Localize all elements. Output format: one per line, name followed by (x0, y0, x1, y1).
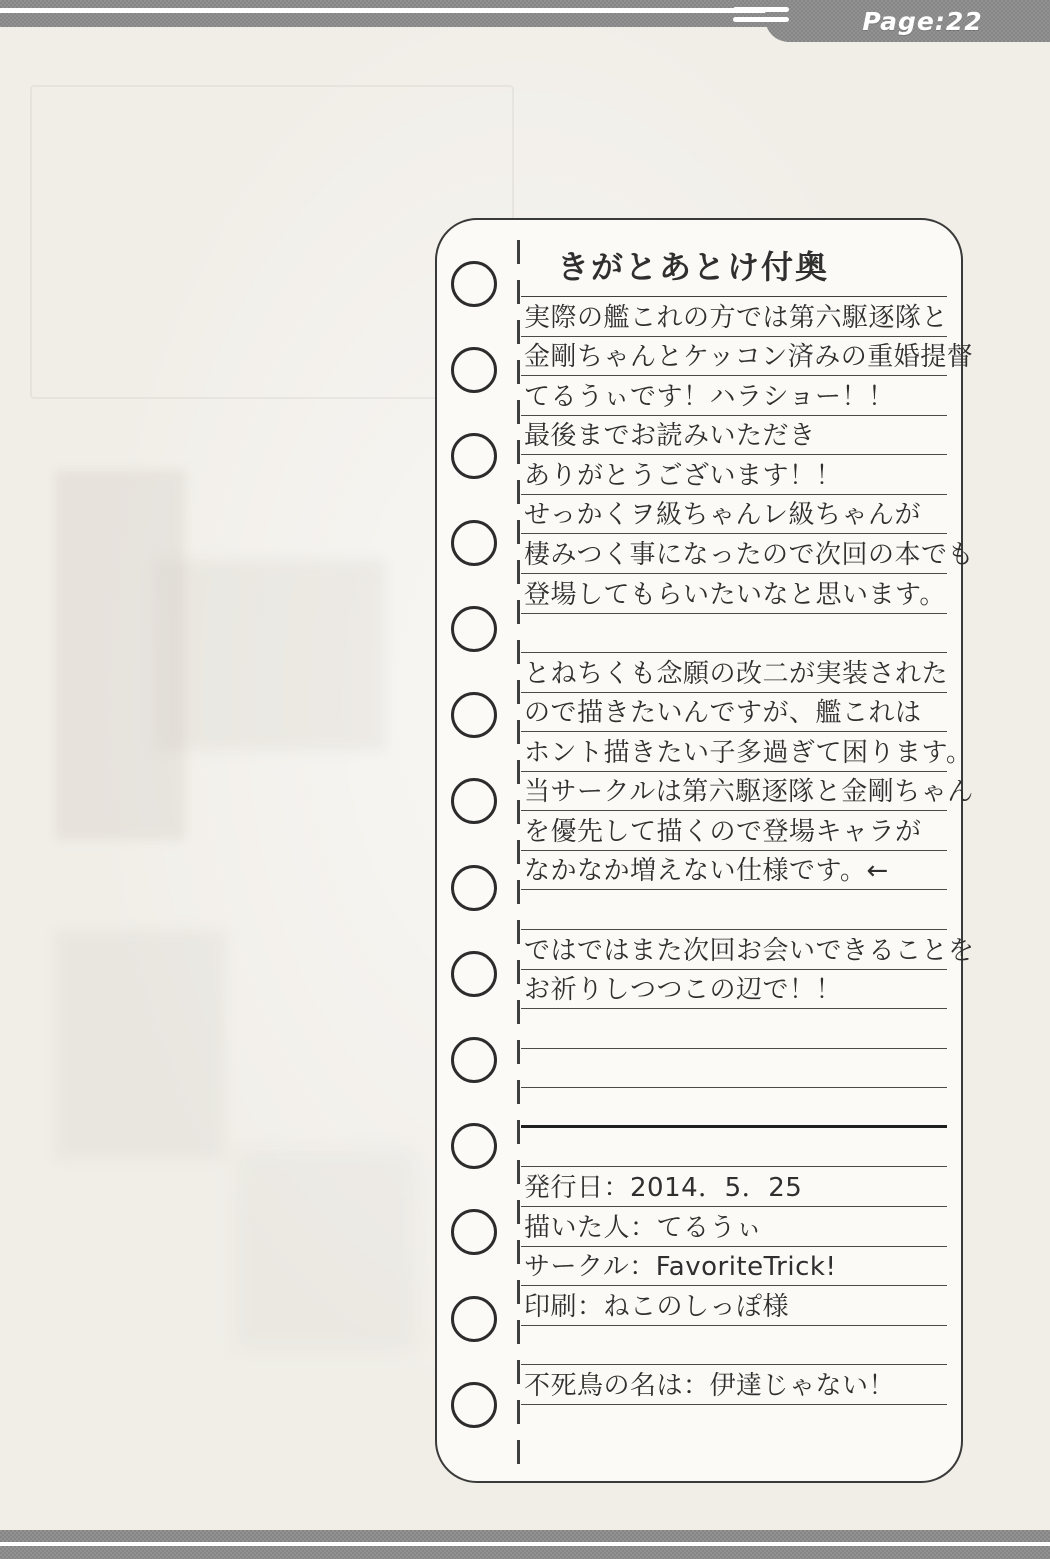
page-showthrough (55, 930, 225, 1160)
binder-hole (451, 692, 497, 738)
notebook-line (521, 1088, 947, 1128)
notebook-line: ではではまた次回お会いできることを (521, 930, 947, 970)
binder-hole (451, 1382, 497, 1428)
binder-hole (451, 1123, 497, 1169)
bottom-border-stripe (0, 1546, 1050, 1559)
binder-hole (451, 1209, 497, 1255)
notebook-line: とねちくも念願の改二が実装された (521, 653, 947, 693)
binder-hole (451, 778, 497, 824)
notebook-line: 描いた人：てるうぃ (521, 1207, 947, 1247)
binder-hole (451, 951, 497, 997)
afterword-notebook-panel (435, 218, 975, 1483)
binder-hole (451, 865, 497, 911)
notebook-line (521, 1326, 947, 1366)
notebook-line: ホント描きたい子多過ぎて困ります。 (521, 732, 947, 772)
notebook-line (521, 1009, 947, 1049)
notebook-line: を優先して描くので登場キャラが (521, 811, 947, 851)
binder-hole (451, 1296, 497, 1342)
notebook-line (521, 614, 947, 654)
notebook-line (521, 890, 947, 930)
notebook-line: 棲みつく事になったので次回の本でも (521, 534, 947, 574)
binder-hole (451, 1037, 497, 1083)
notebook-line: せっかくヲ級ちゃんレ級ちゃんが (521, 495, 947, 535)
binder-hole (451, 347, 497, 393)
page-number-tab (765, 0, 1050, 42)
notebook-line: 金剛ちゃんとケッコン済みの重婚提督 (521, 337, 947, 377)
notebook-line: 発行日：2014．5．25 (521, 1167, 947, 1207)
notebook-line (521, 1128, 947, 1168)
notebook-line: ので描きたいんですが、艦これは (521, 693, 947, 733)
tab-dash-icon (733, 7, 789, 12)
notebook-line: 不死鳥の名は：伊達じゃない！ (521, 1365, 947, 1405)
notebook-line: なかなか増えない仕様です。← (521, 851, 947, 891)
bottom-border-stripe (0, 1530, 1050, 1542)
binder-hole (451, 433, 497, 479)
page-showthrough (235, 1150, 415, 1350)
page-showthrough (155, 560, 385, 750)
notebook-lines (521, 236, 975, 1405)
notebook-line: お祈りしつつこの辺で！！ (521, 970, 947, 1010)
notebook-line: 登場してもらいたいなと思います。 (521, 574, 947, 614)
binder-holes (451, 261, 503, 1428)
binder-hole (451, 520, 497, 566)
notebook-line: 当サークルは第六駆逐隊と金剛ちゃん (521, 772, 947, 812)
margin-dashed-line (517, 240, 520, 1469)
notebook-line: 最後までお読みいただき (521, 416, 947, 456)
notebook-line: 印刷：ねこのしっぽ様 (521, 1286, 947, 1326)
notebook-line: サークル：FavoriteTrick! (521, 1247, 947, 1287)
notebook-line: 実際の艦これの方では第六駆逐隊と (521, 297, 947, 337)
notebook-title: きがとあとけ付奥 (521, 236, 947, 297)
page-number-label: Page:22 (862, 6, 983, 36)
page-showthrough (55, 470, 185, 840)
tab-dash-icon (733, 17, 789, 22)
notebook-line: ありがとうございます！！ (521, 455, 947, 495)
binder-hole (451, 606, 497, 652)
binder-hole (451, 261, 497, 307)
notebook-line (521, 1049, 947, 1089)
notebook-line: てるうぃです！ハラショー！！ (521, 376, 947, 416)
